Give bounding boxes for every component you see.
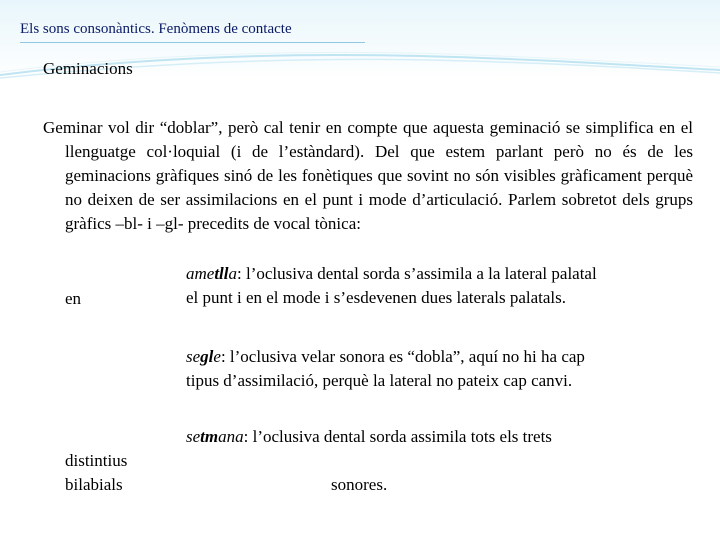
example-segle — [186, 345, 676, 393]
section-title: Geminacions — [43, 59, 133, 78]
example-setmana — [186, 425, 676, 449]
example-explanation-line2: el punt i en el mode i s’esdevenen dues laterals palatals. — [186, 288, 567, 307]
example-word-end: a — [228, 264, 237, 283]
example-explanation-line1: : l’oclusiva velar sonora es “dobla”, aquí no hi ha cap — [220, 347, 585, 366]
header-underline — [20, 42, 365, 43]
example-tail-word: sonores. — [331, 475, 388, 494]
example-word-start: ame — [186, 264, 215, 283]
slide-header-title: Els sons consonàntics. Fenòmens de contacte — [20, 21, 292, 37]
example-word-end: ana — [218, 427, 244, 446]
example-explanation-line1: : l’oclusiva dental sorda s’assimila a la lateral palatal — [237, 264, 597, 283]
example-explanation-line1: : l’oclusiva dental sorda assimila tots els trets — [243, 427, 552, 446]
example-word-cluster: tm — [200, 427, 219, 446]
margin-word-distintius: distintius — [65, 451, 128, 470]
margin-word-en: en — [65, 289, 82, 308]
example-explanation-line2: tipus d’assimilació, perquè la lateral no pateix cap canvi. — [186, 371, 573, 390]
example-ametlla — [186, 262, 676, 310]
example-word-end: e — [213, 347, 221, 366]
example-word-cluster: tll — [214, 264, 229, 283]
intro-paragraph: Geminar vol dir “doblar”, però cal tenir en compte que aquesta geminació se simplifica en el llenguatge col·loquial (i de l’estàndard). Del que estem parlant però no és de les geminacions gràfiques sinó de les fonètiques que sovint no són visibles gràficament perquè no deixen de ser assimilacions en el punt i mode d’articulació. Parlem sobretot dels grups gràfics –bl- i –gl- precedits de vocal tònica: — [43, 118, 693, 233]
example-word-start: se — [186, 347, 201, 366]
example-word-start: se — [186, 427, 201, 446]
margin-word-bilabials: bilabials — [65, 475, 123, 494]
example-word-cluster: gl — [200, 347, 214, 366]
